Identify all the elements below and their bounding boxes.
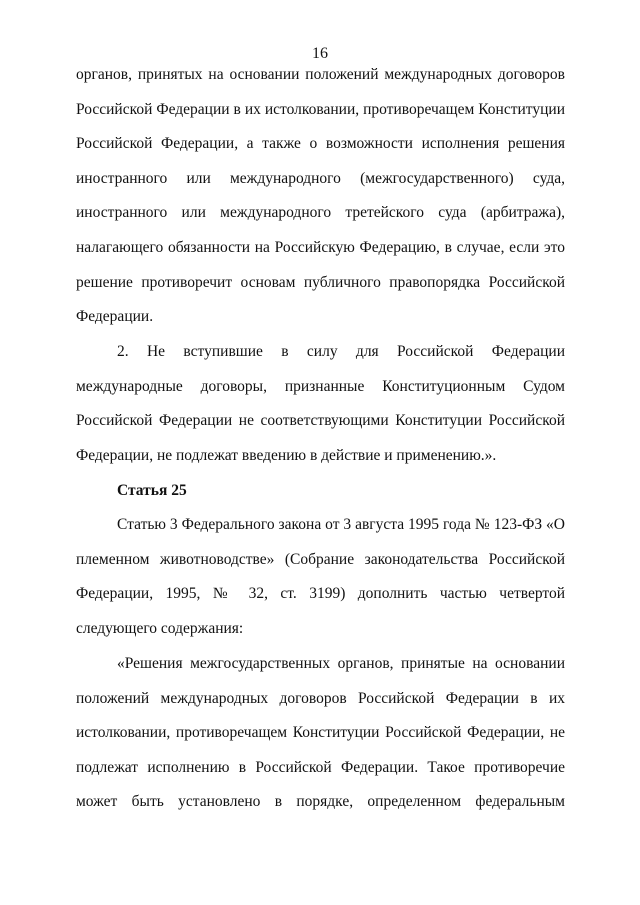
paragraph-3-block xyxy=(76,508,565,646)
paragraph-2: 2. Не вступившие в силу для Российской Федерации международные договоры, признанные Конституционным Судом Российской Федерации не соответствующими Конституции Российской Федерации, не подлежат введению в действие и применению.». xyxy=(76,343,565,464)
paragraph-1: органов, принятых на основании положений международных договоров Российской Федерации в их истолковании, противоречащем Конституции Российской Федерации, а также о возможности исполнения решения иностранного или международного (межгосударственного) суда, иностранного или международного третейского суда (арбитража), налагающего обязанности на Российскую Федерацию, в случае, если это решение противоречит основам публичного правопорядка Российской Федерации. xyxy=(76,66,565,326)
paragraph-4: «Решения межгосударственных органов, принятые на основании положений международных договоров Российской Федерации в их истолковании, противоречащем Конституции Российской Федерации, не подлежат исполнению в Российской Федерации. Такое противоречие может быть установлено в порядке, определенном федеральным xyxy=(76,655,565,811)
article-heading: Статья 25 xyxy=(117,482,187,499)
article-heading-block xyxy=(76,474,565,509)
paragraph-continued xyxy=(76,58,565,335)
paragraph-4-block xyxy=(76,647,565,820)
page-number: 16 xyxy=(312,45,328,62)
paragraph-2-block xyxy=(76,335,565,473)
paragraph-3: Статью 3 Федерального закона от 3 августа 1995 года № 123-ФЗ «О племенном животноводстве» (Собрание законодательства Российской Федерации, 1995, № 32, ст. 3199) дополнить частью четвертой следующего содержания: xyxy=(76,516,565,637)
